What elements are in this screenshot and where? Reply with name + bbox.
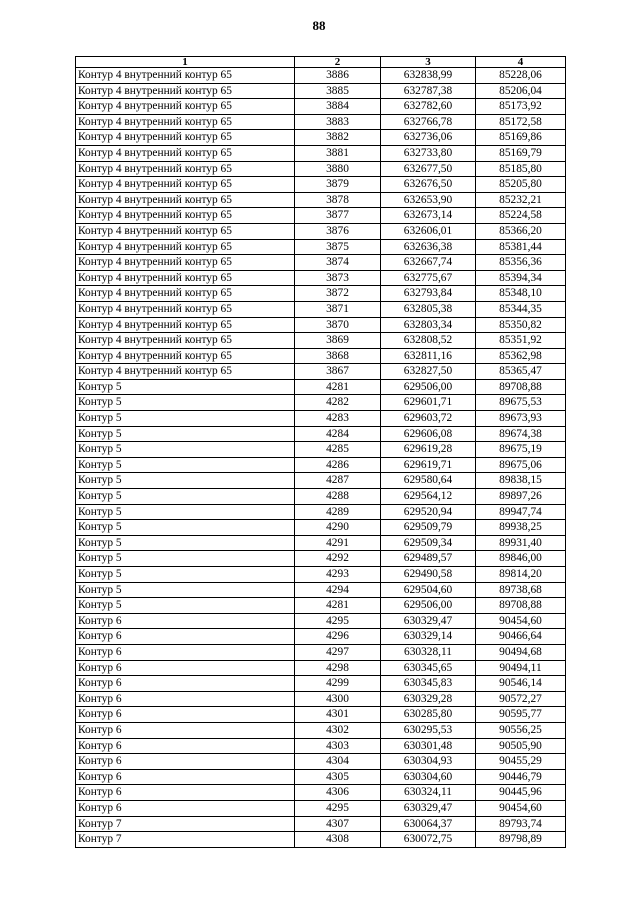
contour-name-cell: Контур 6 (76, 738, 295, 754)
contour-name-cell: Контур 5 (76, 551, 295, 567)
column-header-1: 1 (76, 57, 295, 68)
contour-name-cell: Контур 4 внутренний контур 65 (76, 239, 295, 255)
y-coordinate-cell: 89793,74 (476, 816, 566, 832)
column-header-2: 2 (295, 57, 381, 68)
x-coordinate-cell: 629619,71 (381, 457, 476, 473)
x-coordinate-cell: 630324,11 (381, 785, 476, 801)
x-coordinate-cell: 629520,94 (381, 504, 476, 520)
table-row (76, 598, 566, 614)
table-row (76, 333, 566, 349)
y-coordinate-cell: 85205,80 (476, 177, 566, 193)
contour-name-cell: Контур 4 внутренний контур 65 (76, 208, 295, 224)
table-row (76, 317, 566, 333)
contour-name-cell: Контур 6 (76, 644, 295, 660)
point-number-cell: 4283 (295, 411, 381, 427)
y-coordinate-cell: 90455,29 (476, 754, 566, 770)
point-number-cell: 4291 (295, 535, 381, 551)
x-coordinate-cell: 630304,60 (381, 769, 476, 785)
point-number-cell: 4285 (295, 442, 381, 458)
point-number-cell: 4295 (295, 800, 381, 816)
table-row (76, 145, 566, 161)
x-coordinate-cell: 630295,53 (381, 722, 476, 738)
table-row (76, 379, 566, 395)
point-number-cell: 4302 (295, 722, 381, 738)
y-coordinate-cell: 85348,10 (476, 286, 566, 302)
table-row (76, 411, 566, 427)
contour-name-cell: Контур 7 (76, 832, 295, 848)
contour-name-cell: Контур 4 внутренний контур 65 (76, 192, 295, 208)
x-coordinate-cell: 632803,34 (381, 317, 476, 333)
contour-name-cell: Контур 5 (76, 457, 295, 473)
point-number-cell: 4290 (295, 520, 381, 536)
y-coordinate-cell: 89814,20 (476, 567, 566, 583)
y-coordinate-cell: 90595,77 (476, 707, 566, 723)
x-coordinate-cell: 629506,00 (381, 598, 476, 614)
contour-name-cell: Контур 6 (76, 691, 295, 707)
contour-name-cell: Контур 6 (76, 707, 295, 723)
point-number-cell: 4307 (295, 816, 381, 832)
point-number-cell: 3886 (295, 68, 381, 84)
point-number-cell: 4306 (295, 785, 381, 801)
point-number-cell: 4281 (295, 379, 381, 395)
x-coordinate-cell: 630329,14 (381, 629, 476, 645)
x-coordinate-cell: 629504,60 (381, 582, 476, 598)
contour-name-cell: Контур 5 (76, 598, 295, 614)
point-number-cell: 4295 (295, 613, 381, 629)
contour-name-cell: Контур 6 (76, 722, 295, 738)
contour-name-cell: Контур 6 (76, 754, 295, 770)
table-row (76, 551, 566, 567)
table-row (76, 426, 566, 442)
table-row (76, 457, 566, 473)
x-coordinate-cell: 632676,50 (381, 177, 476, 193)
y-coordinate-cell: 90454,60 (476, 613, 566, 629)
table-row (76, 208, 566, 224)
y-coordinate-cell: 85344,35 (476, 301, 566, 317)
column-header-3: 3 (381, 57, 476, 68)
y-coordinate-cell: 85172,58 (476, 114, 566, 130)
y-coordinate-cell: 90572,27 (476, 691, 566, 707)
point-number-cell: 4305 (295, 769, 381, 785)
contour-name-cell: Контур 5 (76, 582, 295, 598)
contour-name-cell: Контур 6 (76, 800, 295, 816)
y-coordinate-cell: 89897,26 (476, 489, 566, 505)
x-coordinate-cell: 629580,64 (381, 473, 476, 489)
table-row (76, 738, 566, 754)
x-coordinate-cell: 632667,74 (381, 255, 476, 271)
y-coordinate-cell: 90556,25 (476, 722, 566, 738)
table-row (76, 239, 566, 255)
contour-name-cell: Контур 5 (76, 535, 295, 551)
table-row (76, 660, 566, 676)
table-row (76, 301, 566, 317)
contour-name-cell: Контур 6 (76, 660, 295, 676)
table-row (76, 644, 566, 660)
y-coordinate-cell: 85224,58 (476, 208, 566, 224)
point-number-cell: 3877 (295, 208, 381, 224)
y-coordinate-cell: 85185,80 (476, 161, 566, 177)
table-row (76, 629, 566, 645)
table-row (76, 442, 566, 458)
y-coordinate-cell: 90454,60 (476, 800, 566, 816)
contour-name-cell: Контур 4 внутренний контур 65 (76, 68, 295, 84)
table-row (76, 223, 566, 239)
table-row (76, 785, 566, 801)
contour-name-cell: Контур 5 (76, 395, 295, 411)
y-coordinate-cell: 89798,89 (476, 832, 566, 848)
table-header-row (76, 57, 566, 68)
point-number-cell: 3885 (295, 83, 381, 99)
x-coordinate-cell: 630304,93 (381, 754, 476, 770)
point-number-cell: 3870 (295, 317, 381, 333)
table-row (76, 192, 566, 208)
point-number-cell: 3871 (295, 301, 381, 317)
point-number-cell: 4300 (295, 691, 381, 707)
contour-name-cell: Контур 4 внутренний контур 65 (76, 270, 295, 286)
y-coordinate-cell: 89675,06 (476, 457, 566, 473)
table-row (76, 161, 566, 177)
x-coordinate-cell: 630301,48 (381, 738, 476, 754)
point-number-cell: 3874 (295, 255, 381, 271)
point-number-cell: 3868 (295, 348, 381, 364)
y-coordinate-cell: 90505,90 (476, 738, 566, 754)
point-number-cell: 4292 (295, 551, 381, 567)
contour-name-cell: Контур 4 внутренний контур 65 (76, 223, 295, 239)
table-row (76, 130, 566, 146)
x-coordinate-cell: 632811,16 (381, 348, 476, 364)
point-number-cell: 3876 (295, 223, 381, 239)
x-coordinate-cell: 629509,34 (381, 535, 476, 551)
point-number-cell: 4308 (295, 832, 381, 848)
x-coordinate-cell: 630328,11 (381, 644, 476, 660)
y-coordinate-cell: 85365,47 (476, 364, 566, 380)
y-coordinate-cell: 89931,40 (476, 535, 566, 551)
table-row (76, 99, 566, 115)
table-row (76, 489, 566, 505)
y-coordinate-cell: 85232,21 (476, 192, 566, 208)
y-coordinate-cell: 90546,14 (476, 676, 566, 692)
table-row (76, 83, 566, 99)
x-coordinate-cell: 632733,80 (381, 145, 476, 161)
x-coordinate-cell: 632766,78 (381, 114, 476, 130)
table-row (76, 800, 566, 816)
table-row (76, 348, 566, 364)
point-number-cell: 4293 (295, 567, 381, 583)
y-coordinate-cell: 89673,93 (476, 411, 566, 427)
table-row (76, 676, 566, 692)
contour-name-cell: Контур 5 (76, 567, 295, 583)
y-coordinate-cell: 90446,79 (476, 769, 566, 785)
contour-name-cell: Контур 4 внутренний контур 65 (76, 255, 295, 271)
page-number: 88 (312, 18, 326, 33)
coordinates-table (75, 56, 566, 848)
y-coordinate-cell: 89846,00 (476, 551, 566, 567)
point-number-cell: 3878 (295, 192, 381, 208)
contour-name-cell: Контур 5 (76, 442, 295, 458)
table-row (76, 567, 566, 583)
contour-name-cell: Контур 4 внутренний контур 65 (76, 364, 295, 380)
x-coordinate-cell: 632653,90 (381, 192, 476, 208)
x-coordinate-cell: 632775,67 (381, 270, 476, 286)
y-coordinate-cell: 85169,86 (476, 130, 566, 146)
table-row (76, 691, 566, 707)
point-number-cell: 3872 (295, 286, 381, 302)
point-number-cell: 3875 (295, 239, 381, 255)
point-number-cell: 3883 (295, 114, 381, 130)
contour-name-cell: Контур 5 (76, 489, 295, 505)
y-coordinate-cell: 85173,92 (476, 99, 566, 115)
y-coordinate-cell: 89675,19 (476, 442, 566, 458)
y-coordinate-cell: 89947,74 (476, 504, 566, 520)
contour-name-cell: Контур 6 (76, 769, 295, 785)
contour-name-cell: Контур 4 внутренний контур 65 (76, 333, 295, 349)
y-coordinate-cell: 89938,25 (476, 520, 566, 536)
point-number-cell: 3882 (295, 130, 381, 146)
table-row (76, 754, 566, 770)
contour-name-cell: Контур 4 внутренний контур 65 (76, 348, 295, 364)
table-row (76, 114, 566, 130)
y-coordinate-cell: 85366,20 (476, 223, 566, 239)
contour-name-cell: Контур 6 (76, 785, 295, 801)
x-coordinate-cell: 632673,14 (381, 208, 476, 224)
point-number-cell: 4282 (295, 395, 381, 411)
table-row (76, 816, 566, 832)
contour-name-cell: Контур 6 (76, 613, 295, 629)
x-coordinate-cell: 630072,75 (381, 832, 476, 848)
y-coordinate-cell: 89674,38 (476, 426, 566, 442)
x-coordinate-cell: 629509,79 (381, 520, 476, 536)
point-number-cell: 4303 (295, 738, 381, 754)
y-coordinate-cell: 85228,06 (476, 68, 566, 84)
contour-name-cell: Контур 4 внутренний контур 65 (76, 286, 295, 302)
point-number-cell: 4284 (295, 426, 381, 442)
x-coordinate-cell: 630285,80 (381, 707, 476, 723)
point-number-cell: 3869 (295, 333, 381, 349)
point-number-cell: 4288 (295, 489, 381, 505)
x-coordinate-cell: 632736,06 (381, 130, 476, 146)
x-coordinate-cell: 630329,47 (381, 800, 476, 816)
x-coordinate-cell: 630345,83 (381, 676, 476, 692)
contour-name-cell: Контур 5 (76, 411, 295, 427)
contour-name-cell: Контур 5 (76, 379, 295, 395)
x-coordinate-cell: 630064,37 (381, 816, 476, 832)
y-coordinate-cell: 90494,11 (476, 660, 566, 676)
y-coordinate-cell: 85206,04 (476, 83, 566, 99)
contour-name-cell: Контур 4 внутренний контур 65 (76, 114, 295, 130)
contour-name-cell: Контур 4 внутренний контур 65 (76, 301, 295, 317)
x-coordinate-cell: 630345,65 (381, 660, 476, 676)
y-coordinate-cell: 89738,68 (476, 582, 566, 598)
table-row (76, 504, 566, 520)
table-row (76, 395, 566, 411)
table-row (76, 535, 566, 551)
contour-name-cell: Контур 4 внутренний контур 65 (76, 177, 295, 193)
x-coordinate-cell: 629506,00 (381, 379, 476, 395)
y-coordinate-cell: 85350,82 (476, 317, 566, 333)
y-coordinate-cell: 89708,88 (476, 598, 566, 614)
x-coordinate-cell: 629601,71 (381, 395, 476, 411)
x-coordinate-cell: 632782,60 (381, 99, 476, 115)
column-header-4: 4 (476, 57, 566, 68)
point-number-cell: 3881 (295, 145, 381, 161)
point-number-cell: 4299 (295, 676, 381, 692)
contour-name-cell: Контур 5 (76, 426, 295, 442)
contour-name-cell: Контур 5 (76, 504, 295, 520)
contour-name-cell: Контур 5 (76, 473, 295, 489)
point-number-cell: 4298 (295, 660, 381, 676)
contour-name-cell: Контур 4 внутренний контур 65 (76, 317, 295, 333)
point-number-cell: 4301 (295, 707, 381, 723)
y-coordinate-cell: 85169,79 (476, 145, 566, 161)
point-number-cell: 3880 (295, 161, 381, 177)
point-number-cell: 3873 (295, 270, 381, 286)
point-number-cell: 3884 (295, 99, 381, 115)
point-number-cell: 4286 (295, 457, 381, 473)
x-coordinate-cell: 632808,52 (381, 333, 476, 349)
contour-name-cell: Контур 4 внутренний контур 65 (76, 130, 295, 146)
x-coordinate-cell: 632805,38 (381, 301, 476, 317)
table-row (76, 722, 566, 738)
y-coordinate-cell: 90494,68 (476, 644, 566, 660)
contour-name-cell: Контур 6 (76, 629, 295, 645)
point-number-cell: 4304 (295, 754, 381, 770)
contour-name-cell: Контур 4 внутренний контур 65 (76, 83, 295, 99)
table-row (76, 177, 566, 193)
contour-name-cell: Контур 7 (76, 816, 295, 832)
y-coordinate-cell: 85362,98 (476, 348, 566, 364)
table-row (76, 270, 566, 286)
x-coordinate-cell: 632606,01 (381, 223, 476, 239)
x-coordinate-cell: 632636,38 (381, 239, 476, 255)
x-coordinate-cell: 632827,50 (381, 364, 476, 380)
contour-name-cell: Контур 6 (76, 676, 295, 692)
table-row (76, 769, 566, 785)
table-row (76, 68, 566, 84)
x-coordinate-cell: 632838,99 (381, 68, 476, 84)
contour-name-cell: Контур 4 внутренний контур 65 (76, 145, 295, 161)
y-coordinate-cell: 89708,88 (476, 379, 566, 395)
x-coordinate-cell: 630329,28 (381, 691, 476, 707)
x-coordinate-cell: 629564,12 (381, 489, 476, 505)
table-row (76, 582, 566, 598)
point-number-cell: 4294 (295, 582, 381, 598)
x-coordinate-cell: 629619,28 (381, 442, 476, 458)
y-coordinate-cell: 85394,34 (476, 270, 566, 286)
table-row (76, 286, 566, 302)
table-row (76, 707, 566, 723)
table-row (76, 520, 566, 536)
table-row (76, 613, 566, 629)
x-coordinate-cell: 629603,72 (381, 411, 476, 427)
y-coordinate-cell: 89838,15 (476, 473, 566, 489)
x-coordinate-cell: 632677,50 (381, 161, 476, 177)
contour-name-cell: Контур 5 (76, 520, 295, 536)
point-number-cell: 4281 (295, 598, 381, 614)
point-number-cell: 4297 (295, 644, 381, 660)
y-coordinate-cell: 89675,53 (476, 395, 566, 411)
y-coordinate-cell: 90466,64 (476, 629, 566, 645)
point-number-cell: 4296 (295, 629, 381, 645)
contour-name-cell: Контур 4 внутренний контур 65 (76, 161, 295, 177)
x-coordinate-cell: 629489,57 (381, 551, 476, 567)
x-coordinate-cell: 632793,84 (381, 286, 476, 302)
table-row (76, 364, 566, 380)
y-coordinate-cell: 90445,96 (476, 785, 566, 801)
point-number-cell: 3879 (295, 177, 381, 193)
x-coordinate-cell: 629606,08 (381, 426, 476, 442)
point-number-cell: 4287 (295, 473, 381, 489)
x-coordinate-cell: 630329,47 (381, 613, 476, 629)
point-number-cell: 3867 (295, 364, 381, 380)
contour-name-cell: Контур 4 внутренний контур 65 (76, 99, 295, 115)
y-coordinate-cell: 85381,44 (476, 239, 566, 255)
x-coordinate-cell: 629490,58 (381, 567, 476, 583)
point-number-cell: 4289 (295, 504, 381, 520)
y-coordinate-cell: 85356,36 (476, 255, 566, 271)
x-coordinate-cell: 632787,38 (381, 83, 476, 99)
table-row (76, 832, 566, 848)
table-row (76, 255, 566, 271)
y-coordinate-cell: 85351,92 (476, 333, 566, 349)
table-row (76, 473, 566, 489)
